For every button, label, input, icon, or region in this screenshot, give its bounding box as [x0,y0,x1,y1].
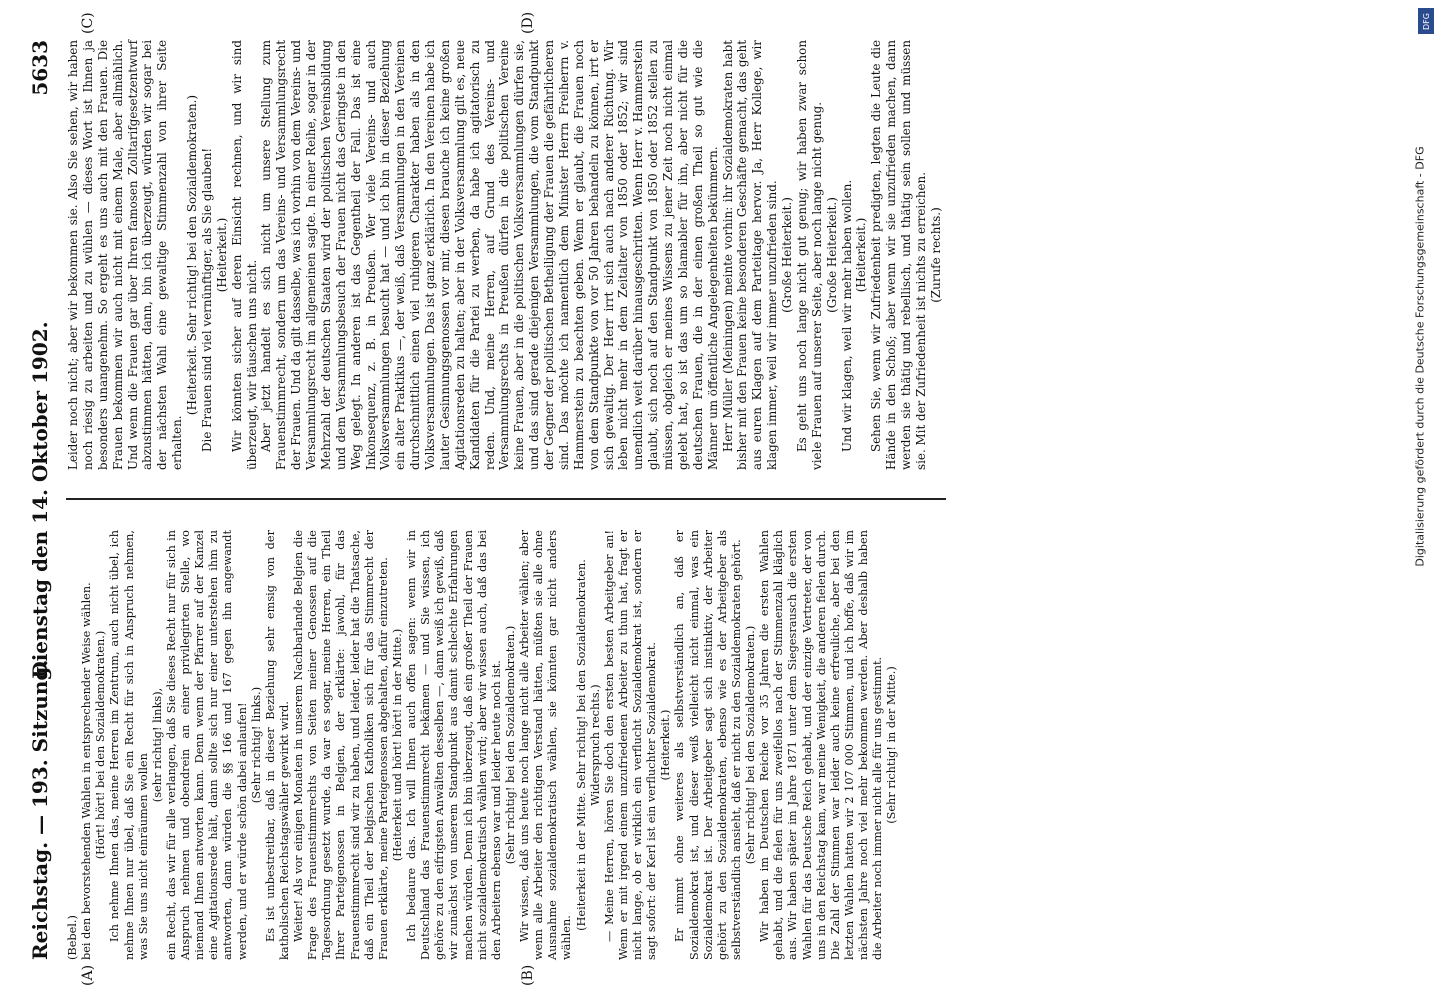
header-date: Dienstag den 14. Oktober 1902. [28,321,52,679]
paragraph: Es ist unbestreitbar, daß in dieser Beziehung sehr emsig von der katholischen Reichstagswähler gewirkt wird. [263,530,291,960]
paragraph: (Heiterkeit und hört! hört! in der Mitte.) [390,628,404,862]
paragraph: (Große Heiterkeit.) [780,197,794,313]
paragraph: Herr Müller (Meiningen) meinte vorhin: ihr Sozialdemokraten habt bisher mit den Frauen keine besonderen Geschäfte gemacht, das geht aus euren Klagen auf dem Parteitage hervor. Ja, Herr Kollege, wir klagen immer, weil wir immer unzufrieden sind. [720,40,780,470]
paragraph: Wir könnten sicher auf deren Einsicht rechnen, und wir sind überzeugt, wir täuschen uns nicht. [229,40,259,470]
left-column [66,530,899,960]
margin-marker-a: (A) [80,964,96,986]
paragraph: (Bebel.) [66,915,79,960]
digitization-credit-text: Digitalisierung gefördert durch die Deutsche Forschungsgemeinschaft - DFG [1413,146,1427,567]
paragraph: Er nimmt ohne weiteres als selbstverständlich an, daß er Sozialdemokrat ist, und dieser weiß vielleicht nicht einmal, was ein Sozialdemokrat ist. Der Arbeitgeber sagt sich instinktiv, der Arbeiter gehört zu den Sozialdemokraten, ebenso wie es der Arbeitgeber als selbstverständlich ansieht, daß er nicht zu den Sozialdemokraten gehört. [673,530,743,960]
paragraph: (Sehr richtig! in der Mitte.) [885,666,899,824]
paragraph: (sehr richtig! links), [150,687,164,803]
paragraph: (Heiterkeit in der Mitte. Sehr richtig! bei den Sozialdemokraten. Widerspruch rechts.) [574,559,602,931]
paragraph: (Sehr richtig! links.) [249,686,263,804]
paragraph: Sehen Sie, wenn wir Zufriedenheit predigten, legten die Leute die Hände in den Schoß; aber wenn wir sie unzufrieden machen, dann werden sie thätig und rebellisch, und thätig sein sollen und müssen sie. Mit der Zufriedenheit ist nichts zu erreichen. [869,40,928,470]
paragraph: Wir haben im Deutschen Reiche vor 35 Jahren die ersten Wahlen gehabt, und die fielen für uns zweifellos nach der Stimmenzahl kläglich aus. Wir haben später im Jahre 1871 unter dem Siegesrausch die ersten Wahlen für das Deutsche Reich gehabt, und der einzige Vertreter, der von uns in den Reichstag kam, war meine Wenigkeit, die anderen fielen durch. Die Zahl der Stimmen war leider auch keine erfreuliche, aber bei den letzten Wahlen hatten wir 2 107 000 Stimmen, und ich hoffe, daß wir im nächsten Jahre noch viel mehr bekommen werden. Aber deshalb haben die Arbeiter noch immer nicht alle für uns gestimmt. [758,530,885,960]
right-column [66,40,944,470]
paragraph: (Heiterkeit.) [854,217,869,293]
paragraph: Ich nehme Ihnen das, meine Herren im Zentrum, auch nicht übel, ich nehme Ihnen nur übel, daß Sie ein Recht für sich in Anspruch nehmen, was Sie uns nicht einräumen wollen [108,530,150,960]
paragraph: Und wir klagen, weil wir mehr haben wollen. [839,179,854,452]
paragraph: (Sehr richtig! bei den Sozialdemokraten.) [744,625,757,865]
paragraph: ein Recht, das wir für alle verlangen, daß Sie dieses Recht nur für sich in Anspruch nehmen und obendrein an einer privilegirten Stelle, wo niemand Ihnen antworten kann. Denn wenn der Pfarrer auf der Kanzel eine Agitationsrede hält, dann sollte sich nur einer unterstehen ihm zu antworten, dann würden die §§ 166 und 167 gegen ihn angewandt werden, und er würde schön dabei anlaufen! [164,530,249,960]
paragraph: (Heiterkeit.) [659,709,673,781]
header-left: Reichstag. — 193. Sitzung. [28,659,52,960]
paragraph: Leider noch nicht; aber wir bekommen sie. Also Sie sehen, wir haben noch riesig zu arbeiten und zu wühlen — dieses Wort ist Ihnen ja besonders unangenehm. So ergeht es uns auch mit den Frauen. Die Frauen bekommen wir auch nicht mit einem Male, aber allmählich. Und wenn die Frauen gar über Ihren famosen Zolltarifgesetzentwurf abzustimmen hätten, dann, bin ich überzeugt, würden wir sogar bei der nächsten Wahl eine gewaltige Stimmenzahl von ihrer Seite erhalten. [66,40,185,470]
paragraph: (Sehr richtig! bei den Sozialdemokraten.) [503,625,517,865]
paragraph: (Große Heiterkeit.) [824,197,839,313]
margin-marker-d: (D) [520,11,536,34]
column-rule [66,498,946,500]
paragraph: (Heiterkeit. Sehr richtig! bei den Sozialdemokraten.) [185,94,199,416]
margin-marker-c: (C) [80,12,96,34]
paragraph: — Meine Herren, hören Sie doch den ersten besten Arbeitgeber an! Wenn er mit irgend einem unzufriedenen Arbeiter zu thun hat, fragt er nicht lange, ob er wirklich ein verflucht Sozialdemokrat ist, sondern er sagt sofort: der Kerl ist ein verfluchter Sozialdemokrat. [602,530,659,960]
paragraph: Weiter! Als vor einigen Monaten in unserem Nachbarlande Belgien die Frage des Frauenstimmrechts von Seiten meiner Genossen auf die Tagesordnung gesetzt wurde, da war es sogar, meine Herren, ein Theil Ihrer Parteigenossen in Belgien, der erklärte: jawohl, für das Frauenstimmrecht sind wir zu haben, und leider, leider hat die Thatsache, daß ein Theil der belgischen Katholiken sich für das Stimmrecht der Frauen erklärte, meine Parteigenossen abgehalten, dafür einzutreten. [292,530,390,960]
paragraph: (Zurufe rechts.) [928,207,943,303]
paragraph: Wir wissen, daß uns heute noch lange nicht alle Arbeiter wählen; aber wenn alle Arbeiter den richtigen Verstand hätten, müßten sie alle ohne Ausnahme sozialdemokratisch wählen, sie könnten gar nicht anders wählen. [518,530,574,960]
margin-marker-b: (B) [520,964,536,986]
paragraph: Es geht uns noch lange nicht gut genug; wir haben zwar schon viele Frauen auf unserer Seite, aber noch lange nicht genug. [794,40,824,470]
paragraph: Aber jetzt handelt es sich nicht um unsere Stellung zum Frauenstimmrecht, sondern um das Vereins- und Versammlungsrecht der Frauen. Und da gilt dasselbe, was ich vorhin von dem Vereins- und Versammlungsrecht im allgemeinen sagte. In einer Reihe, sogar in der Mehrzahl der deutschen Staaten wird der politischen Vereinsbildung und dem Versammlungsbesuch der Frauen nicht das Geringste in den Weg gelegt. In anderen ist das Gegentheil der Fall. Das ist eine Inkonsequenz, z. B. in Preußen. Wer viele Vereins- und auch Volksversammlungen besucht hat — und ich bin in dieser Beziehung ein alter Praktikus —, der weiß, daß Versammlungen in den Vereinen durchschnittlich einen viel ruhigeren Charakter haben als in den Volksversammlungen. Das ist ganz erklärlich. In den Vereinen habe ich lauter Gesinnungsgenossen vor mir, diesen brauche ich keine großen Agitationsreden zu halten; aber in der Volksversammlung gilt es, neue Kandidaten für die Partei zu werben, da habe ich agitatorisch zu reden. Und, meine Herren, auf Grund des Vereins- und Versammlungsrechts in Preußen dürfen in die politischen Vereine keine Frauen, aber in die politischen Volksversammlungen dürfen sie, und das sind gerade diejenigen Versammlungen, die vom Standpunkt der Gegner der politischen Betheiligung der Frauen die gefährlicheren sind. Das möchte ich namentlich dem Minister Herrn Freiherrn v. Hammerstein zu beachten geben. Wenn er glaubt, die Frauen noch von dem Standpunkte von vor 50 Jahren behandeln zu können, irrt er sich gewaltig. Der Herr irrt sich auch nach anderer Richtung. Wir leben nicht mehr in dem Zeitalter von 1850 oder 1852; wir sind unendlich weit darüber hinausgeschritten. Wenn Herr v. Hammerstein glaubt, sich noch auf den Standpunkt von 1850 oder 1852 stellen zu müssen, obgleich er meines Wissens zu jener Zeit noch nicht einmal gelebt hat, so ist das um so blamabler für ihn, aber nicht für die deutschen Frauen, die in der einen großen Theil so gut wie die Männer um öffentliche Angelegenheiten bekümmern. [259,40,720,470]
paragraph: Ich bedaure das. Ich will Ihnen auch offen sagen: wenn wir in Deutschland das Frauenstimmrecht bekämen — und Sie wissen, ich gehöre zu den eifrigsten Anwälten desselben —, dann weiß ich gewiß, daß wir zunächst von unserem Standpunkt aus damit schlechte Erfahrungen machen würden. Denn ich bin überzeugt, daß ein großer Theil der Frauen nicht sozialdemokratisch wählen wird; aber wir wissen auch, daß das bei den Arbeitern ebenso war und leider heute noch ist. [405,530,503,960]
page-number: 5633 [28,40,52,96]
paragraph: (Heiterkeit.) [214,217,229,293]
page-header [20,40,60,960]
paragraph: Die Frauen sind viel vernünftiger, als Sie glauben! [199,147,214,452]
paragraph: bei den bevorstehenden Wahlen in entsprechender Weise wählen. [80,582,94,960]
dfg-logo: DFG [1418,8,1434,34]
digitization-credit [1410,10,1430,710]
paragraph: (Hört! hört! bei den Sozialdemokraten.) [94,630,108,860]
